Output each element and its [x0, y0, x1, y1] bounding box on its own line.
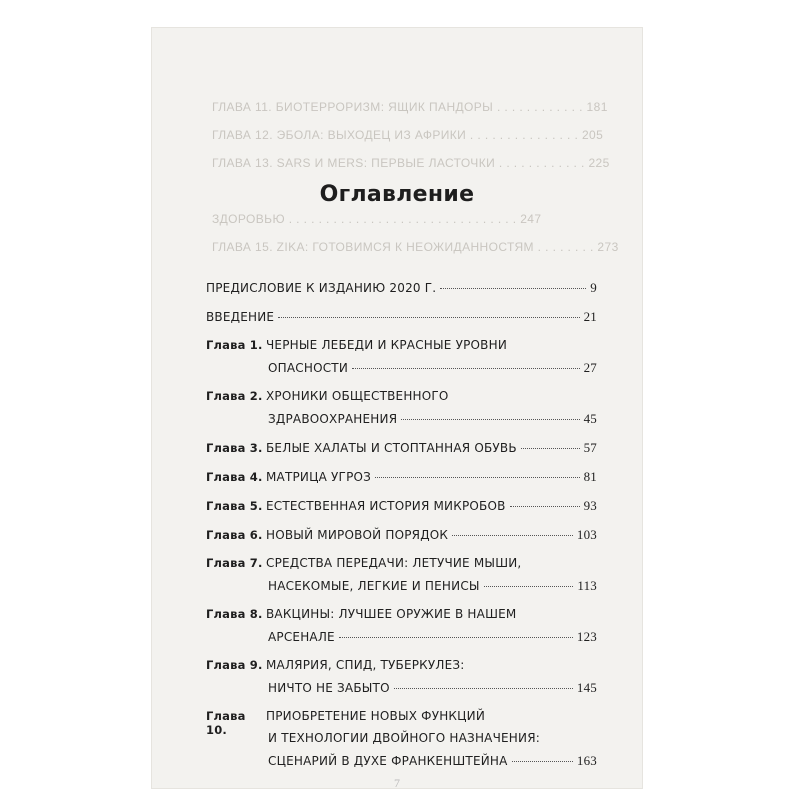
toc-entry [206, 309, 597, 331]
entry-page-number: 93 [583, 498, 597, 513]
entry-page-number: 45 [583, 411, 597, 426]
entry-title: И ТЕХНОЛОГИИ ДВОЙНОГО НАЗНАЧЕНИЯ: [268, 731, 540, 745]
entry-title: ХРОНИКИ ОБЩЕСТВЕННОГО [266, 389, 449, 403]
chapter-label: Глава 8. [206, 607, 263, 621]
entry-title: МАТРИЦА УГРОЗ [266, 470, 372, 484]
dot-leader [278, 317, 579, 318]
dot-leader [401, 419, 579, 420]
dot-leader [510, 506, 580, 507]
entry-page-number: 81 [583, 469, 597, 484]
dot-leader [484, 586, 574, 587]
entry-title: ВАКЦИНЫ: ЛУЧШЕЕ ОРУЖИЕ В НАШЕМ [266, 607, 517, 621]
toc-entry [206, 607, 597, 651]
chapter-label: Глава 1. [206, 338, 263, 352]
entry-title: БЕЛЫЕ ХАЛАТЫ И СТОПТАННАЯ ОБУВЬ [266, 441, 517, 455]
entry-title: СРЕДСТВА ПЕРЕДАЧИ: ЛЕТУЧИЕ МЫШИ, [266, 556, 522, 570]
dot-leader [375, 477, 580, 478]
toc-entry [206, 469, 597, 491]
entry-page-number: 113 [577, 578, 597, 593]
chapter-label: Глава 10. [206, 709, 246, 737]
entry-title: ОПАСНОСТИ [268, 361, 349, 375]
toc-entry [206, 498, 597, 520]
bleed-through-text: ЗДОРОВЬЮ . . . . . . . . . . . . . . . . . . . . . . . . . . . . . . . 247 [212, 212, 542, 226]
bleed-through-text: ГЛАВА 15. ZIKA: ГОТОВИМСЯ К НЕОЖИДАННОСТЯМ . . . . . . . . 273 [212, 240, 619, 254]
chapter-label: Глава 2. [206, 389, 263, 403]
entry-title: НАСЕКОМЫЕ, ЛЕГКИЕ И ПЕНИСЫ [268, 579, 480, 593]
entry-title: НОВЫЙ МИРОВОЙ ПОРЯДОК [266, 528, 449, 542]
entry-title: ПРЕДИСЛОВИЕ К ИЗДАНИЮ 2020 Г. [206, 281, 437, 295]
toc-entry [206, 658, 597, 702]
entry-page-number: 57 [583, 440, 597, 455]
entry-title: ВВЕДЕНИЕ [206, 310, 275, 324]
chapter-label: Глава 4. [206, 470, 263, 484]
entry-title: МАЛЯРИЯ, СПИД, ТУБЕРКУЛЕЗ: [266, 658, 465, 672]
chapter-label: Глава 3. [206, 441, 263, 455]
dot-leader [339, 637, 573, 638]
dot-leader [512, 761, 573, 762]
toc-entry [206, 709, 597, 775]
toc-entry [206, 556, 597, 600]
entry-page-number: 103 [576, 527, 597, 542]
chapter-label: Глава 7. [206, 556, 263, 570]
entry-page-number: 9 [590, 280, 597, 295]
entry-page-number: 145 [576, 680, 597, 695]
entry-title: АРСЕНАЛЕ [268, 630, 335, 644]
page-number: 7 [394, 776, 400, 790]
entry-title: ЗДРАВООХРАНЕНИЯ [268, 412, 398, 426]
toc-entry [206, 389, 597, 433]
page-title: Оглавление [319, 182, 475, 207]
book-page [152, 28, 642, 788]
dot-leader [521, 448, 580, 449]
dot-leader [394, 688, 573, 689]
entry-title: СЦЕНАРИЙ В ДУХЕ ФРАНКЕНШТЕЙНА [268, 754, 508, 768]
dot-leader [452, 535, 573, 536]
entry-page-number: 123 [576, 629, 597, 644]
toc-entry [206, 440, 597, 462]
entry-page-number: 21 [583, 309, 597, 324]
table-of-contents [206, 280, 597, 775]
bleed-through-text: ГЛАВА 11. БИОТЕРРОРИЗМ: ЯЩИК ПАНДОРЫ . . . . . . . . . . . . 181 [212, 100, 608, 114]
dot-leader [440, 288, 586, 289]
bleed-through-text: ГЛАВА 12. ЭБОЛА: ВЫХОДЕЦ ИЗ АФРИКИ . . . . . . . . . . . . . . . 205 [212, 128, 604, 142]
entry-page-number: 27 [583, 360, 597, 375]
entry-title: ПРИОБРЕТЕНИЕ НОВЫХ ФУНКЦИЙ [266, 709, 486, 723]
entry-page-number: 163 [576, 753, 597, 768]
chapter-label: Глава 9. [206, 658, 263, 672]
entry-title: НИЧТО НЕ ЗАБЫТО [268, 681, 390, 695]
bleed-through-text: ГЛАВА 13. SARS И MERS: ПЕРВЫЕ ЛАСТОЧКИ . . . . . . . . . . . . 225 [212, 156, 610, 170]
chapter-label: Глава 6. [206, 528, 263, 542]
toc-entry [206, 527, 597, 549]
toc-entry [206, 280, 597, 302]
entry-title: ЧЕРНЫЕ ЛЕБЕДИ И КРАСНЫЕ УРОВНИ [266, 338, 508, 352]
chapter-label: Глава 5. [206, 499, 263, 513]
toc-entry [206, 338, 597, 382]
entry-title: ЕСТЕСТВЕННАЯ ИСТОРИЯ МИКРОБОВ [266, 499, 506, 513]
dot-leader [352, 368, 580, 369]
